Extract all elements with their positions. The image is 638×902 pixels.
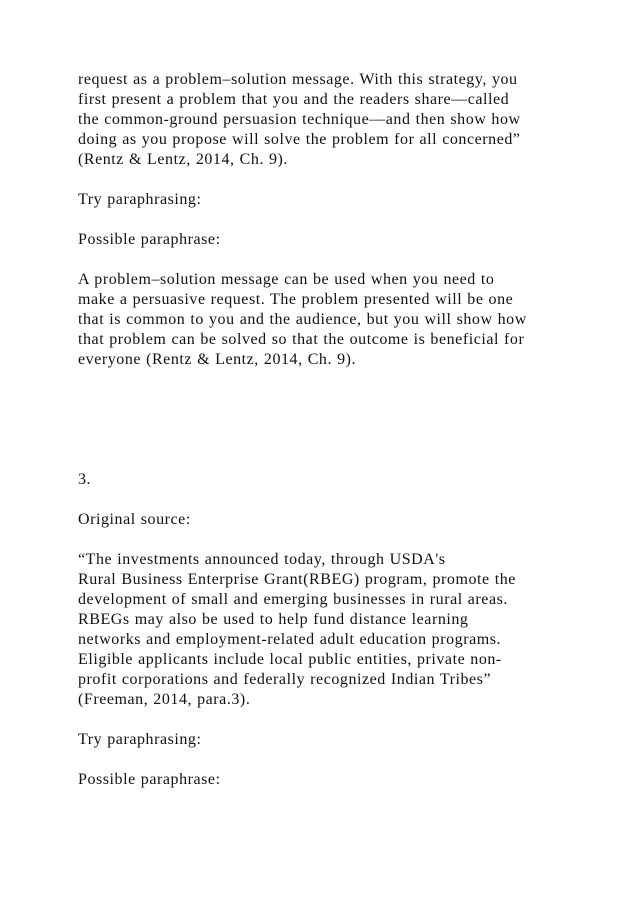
text-line: make a persuasive request. The problem presented will be one xyxy=(78,291,514,308)
possible-paraphrase-label: Possible paraphrase: xyxy=(78,771,221,788)
paraphrase-paragraph xyxy=(78,270,598,370)
text-line: the common-ground persuasion technique—and then show how xyxy=(78,111,521,128)
text-line: profit corporations and federally recognized Indian Tribes” xyxy=(78,671,492,688)
original-source-quote xyxy=(78,550,598,710)
paragraph-gap xyxy=(78,210,598,230)
paragraph-gap xyxy=(78,750,598,770)
text-line: everyone (Rentz & Lentz, 2014, Ch. 9). xyxy=(78,351,357,368)
text-line: RBEGs may also be used to help fund distance learning xyxy=(78,611,469,628)
possible-paraphrase-label: Possible paraphrase: xyxy=(78,231,221,248)
text-line: that is common to you and the audience, but you will show how xyxy=(78,311,527,328)
try-paraphrasing-label: Try paraphrasing: xyxy=(78,191,202,208)
text-line: networks and employment-related adult education programs. xyxy=(78,631,502,648)
original-source-label: Original source: xyxy=(78,511,191,528)
try-paraphrasing-label: Try paraphrasing: xyxy=(78,731,202,748)
paragraph-gap xyxy=(78,710,598,730)
paragraph-gap xyxy=(78,250,598,270)
section-gap xyxy=(78,370,598,470)
text-line: request as a problem–solution message. With this strategy, you xyxy=(78,71,518,88)
text-line: A problem–solution message can be used when you need to xyxy=(78,271,495,288)
text-line: (Freeman, 2014, para.3). xyxy=(78,691,251,708)
document-body xyxy=(78,70,598,790)
text-line: first present a problem that you and the readers share—called xyxy=(78,91,510,108)
paragraph-gap xyxy=(78,170,598,190)
text-line: “The investments announced today, through USDA's xyxy=(78,551,446,568)
paragraph-gap xyxy=(78,530,598,550)
text-line: Rural Business Enterprise Grant(RBEG) program, promote the xyxy=(78,571,516,588)
item-number: 3. xyxy=(78,471,92,488)
paragraph-gap xyxy=(78,490,598,510)
text-line: Eligible applicants include local public entities, private non- xyxy=(78,651,502,668)
text-line: development of small and emerging businesses in rural areas. xyxy=(78,591,508,608)
quote-continuation-paragraph xyxy=(78,70,598,170)
text-line: doing as you propose will solve the problem for all concerned” xyxy=(78,131,521,148)
text-line: that problem can be solved so that the outcome is beneficial for xyxy=(78,331,525,348)
text-line: (Rentz & Lentz, 2014, Ch. 9). xyxy=(78,151,288,168)
